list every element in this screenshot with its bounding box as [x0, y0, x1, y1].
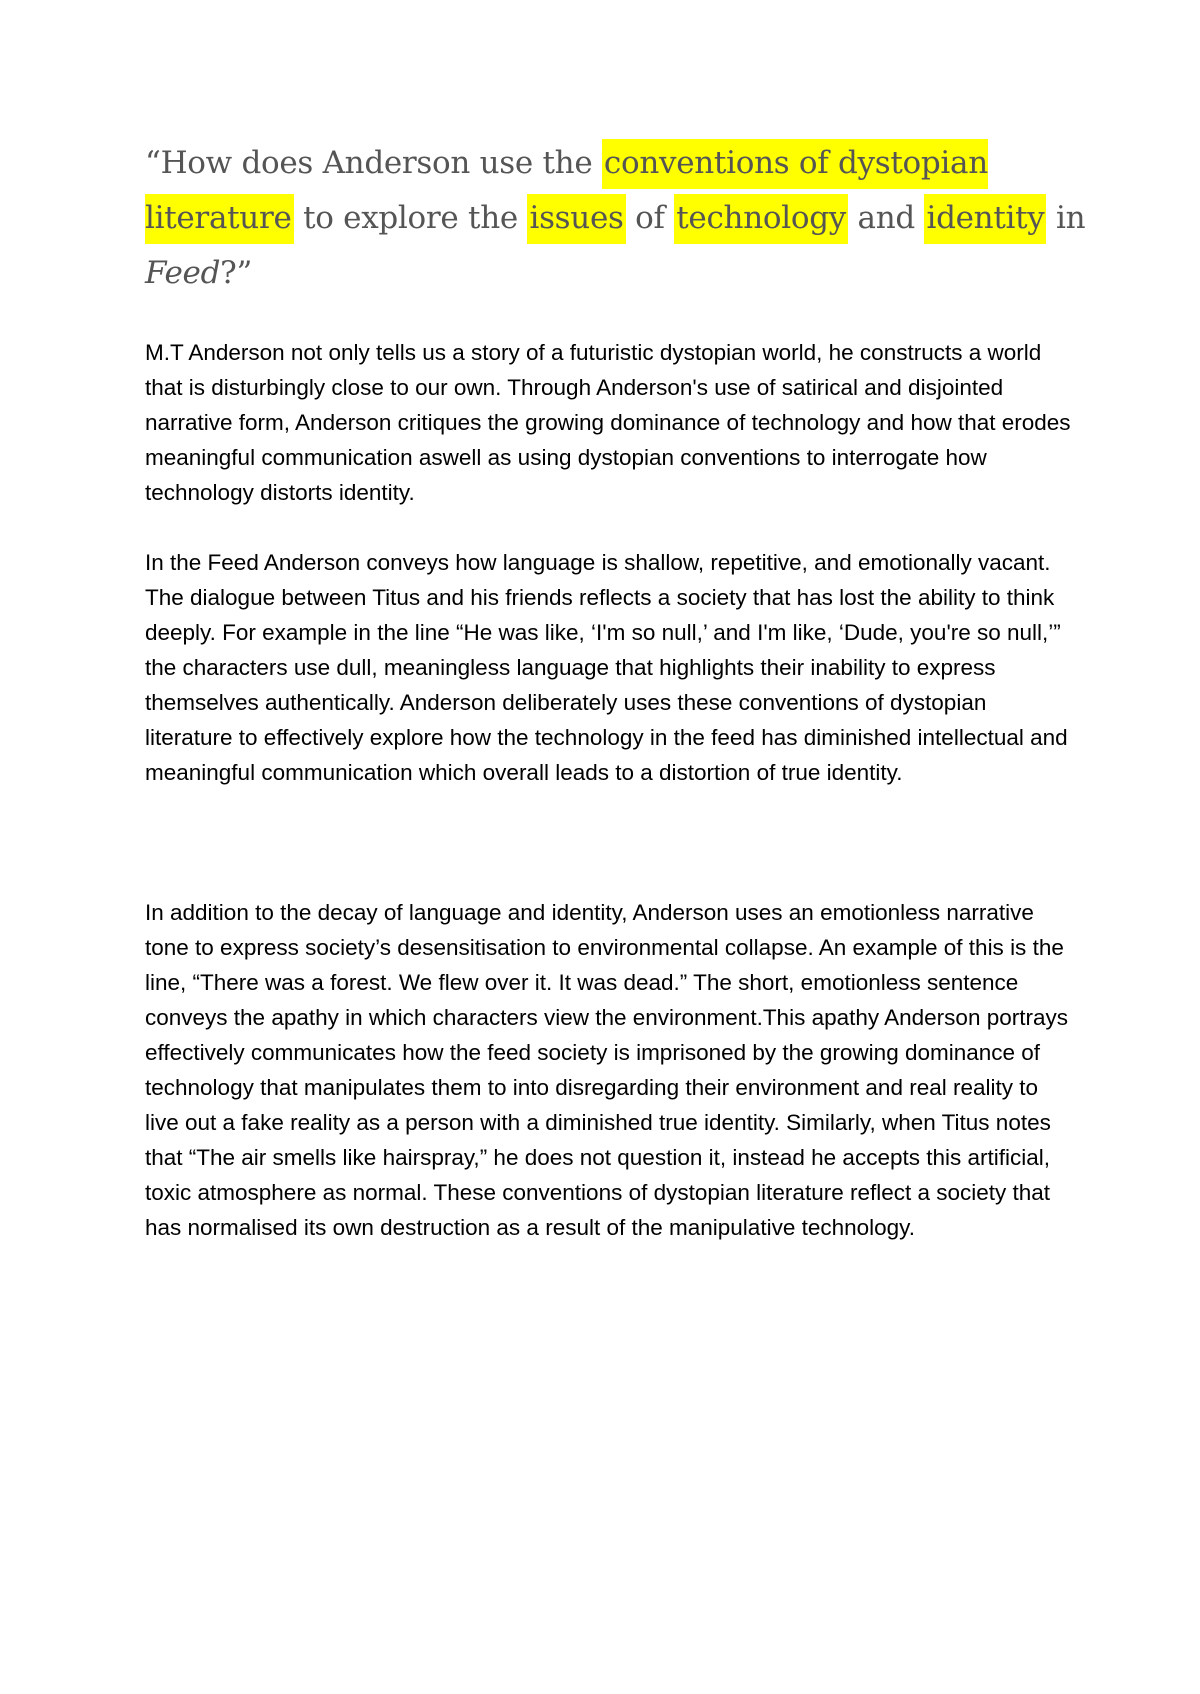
- title-segment: of: [625, 200, 675, 236]
- highlight-issues: issues: [527, 194, 625, 244]
- title-close-quote: ?”: [220, 255, 253, 291]
- highlight-identity: identity: [924, 194, 1046, 244]
- title-book-name: Feed: [145, 255, 221, 291]
- paragraph-intro: M.T Anderson not only tells us a story of a futuristic dystopian world, he constructs a world that is disturbingly close to our own. Through Anderson's use of satirical and disjointed narrative form, Anderson critiques the growing dominance of technology and how that erodes meaningful communication aswell as using dystopian conventions to interrogate how technology distorts identity.: [145, 340, 1071, 505]
- paragraph-environment: In addition to the decay of language and identity, Anderson uses an emotionless narrative tone to express society’s desensitisation to environmental collapse. An example of this is the line, “There was a forest. We flew over it. It was dead.” The short, emotionless sentence conveys the apathy in which characters view the environment.This apathy Anderson portrays effectively communicates how the feed society is imprisoned by the growing dominance of technology that manipulates them to into disregarding their environment and real reality to live out a fake reality as a person with a diminished true identity. Similarly, when Titus notes that “The air smells like hairspray,” he does not question it, instead he accepts this artificial, toxic atmosphere as normal. These conventions of dystopian literature reflect a society that has normalised its own destruction as a result of the manipulative technology.: [145, 900, 1068, 1240]
- title-segment: in: [1046, 200, 1086, 236]
- essay-body: [145, 335, 1075, 1245]
- title-open-quote: “: [145, 145, 161, 181]
- title-segment: How does Anderson use the: [160, 145, 602, 181]
- highlight-conventions: conventions of dystopian literature: [145, 139, 988, 244]
- highlight-technology: technology: [674, 194, 848, 244]
- title-segment: and: [847, 200, 925, 236]
- paragraph-language: In the Feed Anderson conveys how language is shallow, repetitive, and emotionally vacant. The dialogue between Titus and his friends reflects a society that has lost the ability to think deeply. For example in the line “He was like, ‘I'm so null,’ and I'm like, ‘Dude, you're so null,’” the characters use dull, meaningless language that highlights their inability to express themselves authentically. Anderson deliberately uses these conventions of dystopian literature to effectively explore how the technology in the feed has diminished intellectual and meaningful communication which overall leads to a distortion of true identity.: [145, 550, 1068, 785]
- essay-question-title: [145, 136, 1105, 301]
- title-segment: to explore the: [293, 200, 528, 236]
